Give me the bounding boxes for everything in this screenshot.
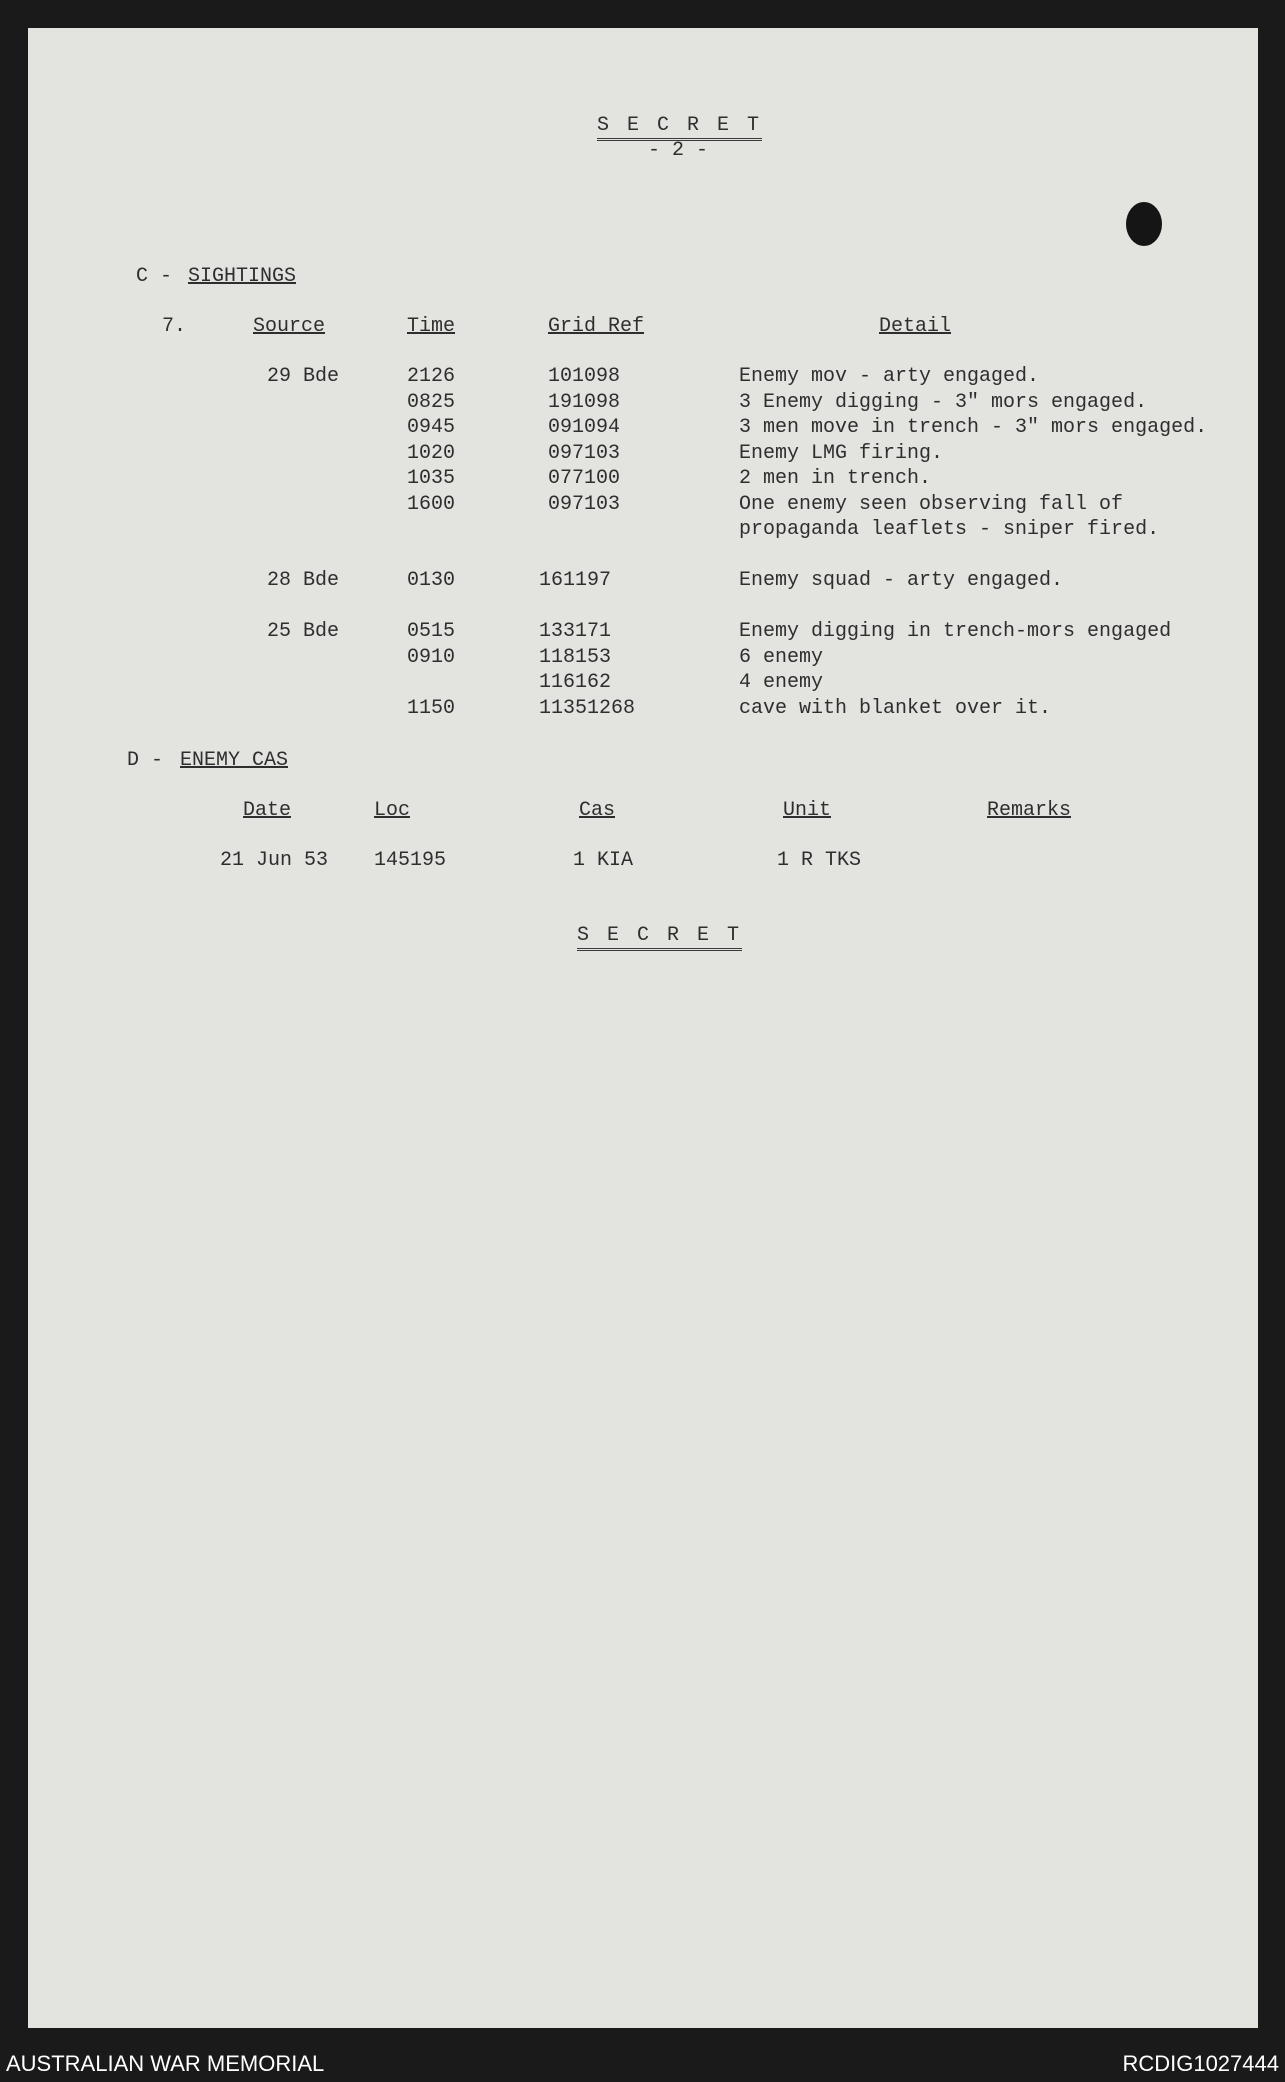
grid-ref-cell: 077100 — [548, 467, 621, 490]
archive-footer — [0, 2040, 1285, 2082]
source-25-bde: 25 Bde — [267, 620, 340, 643]
grid-ref-cell: 097103 — [548, 441, 621, 465]
col-source-header: Source — [253, 315, 326, 338]
time-cell: 1020 — [407, 441, 456, 465]
time-cell: 1035 — [407, 467, 456, 490]
cas-loc-cell: 145195 — [374, 849, 447, 872]
col-cas-header: Cas — [579, 799, 616, 822]
page-number: - 2 - — [648, 139, 709, 162]
col-unit-header: Unit — [783, 799, 832, 822]
details-29-bde — [739, 364, 1207, 543]
grid-ref-cell: 11351268 — [539, 696, 636, 720]
detail-cell: One enemy seen observing fall of — [739, 492, 1124, 516]
detail-cell: Enemy digging in trench-mors engaged — [739, 620, 1172, 643]
item-number: 7. — [162, 315, 187, 338]
detail-cell: cave with blanket over it. — [739, 696, 1052, 720]
detail-cell: 3 men move in trench - 3" mors engaged. — [739, 416, 1208, 439]
cas-unit-cell: 1 R TKS — [777, 849, 862, 872]
detail-cell: 3 Enemy digging - 3" mors engaged. — [739, 390, 1148, 414]
archive-id: RCDIG1027444 — [1122, 2051, 1279, 2076]
grid-ref-cell: 101098 — [548, 365, 621, 388]
times-25-bde — [407, 619, 455, 721]
time-cell: 0910 — [407, 645, 456, 669]
detail-cell: 2 men in trench. — [739, 467, 932, 490]
cas-date-cell: 21 Jun 53 — [220, 849, 329, 872]
grid-refs-29-bde — [548, 364, 620, 517]
detail-cell: Enemy squad - arty engaged. — [739, 569, 1064, 592]
detail-cell: Enemy mov - arty engaged. — [739, 365, 1040, 388]
time-cell: 0130 — [407, 569, 456, 592]
detail-cell: Enemy LMG firing. — [739, 441, 944, 465]
time-cell: 0515 — [407, 620, 456, 643]
grid-ref-cell: 133171 — [539, 620, 612, 643]
time-cell: 1600 — [407, 492, 456, 516]
col-time-header: Time — [407, 315, 456, 338]
time-cell: 0825 — [407, 390, 456, 414]
col-detail-header: Detail — [879, 315, 952, 338]
footer-classification: S E C R E T — [577, 924, 742, 951]
grid-ref-cell: 091094 — [548, 416, 621, 439]
grid-ref-cell: 118153 — [539, 645, 612, 669]
time-cell: 1150 — [407, 696, 456, 720]
section-d-letter: D - — [127, 749, 164, 772]
archive-name: AUSTRALIAN WAR MEMORIAL — [6, 2051, 325, 2076]
times-29-bde — [407, 364, 455, 517]
col-date-header: Date — [243, 799, 292, 822]
punch-hole — [1126, 202, 1162, 246]
detail-cell-continued: propaganda leaflets - sniper fired. — [739, 518, 1160, 541]
header-classification: S E C R E T — [597, 114, 762, 141]
col-grid-ref-header: Grid Ref — [548, 315, 645, 338]
col-loc-header: Loc — [374, 799, 411, 822]
grid-refs-25-bde — [539, 619, 635, 721]
grid-ref-cell: 116162 — [539, 671, 612, 694]
grid-ref-cell: 191098 — [548, 390, 621, 414]
time-cell — [407, 670, 455, 696]
section-c-letter: C - — [136, 265, 173, 288]
grid-ref-cell: 097103 — [548, 492, 621, 516]
source-28-bde: 28 Bde — [267, 569, 340, 592]
grid-ref-cell: 161197 — [539, 569, 612, 592]
details-25-bde — [739, 619, 1171, 721]
source-29-bde: 29 Bde — [267, 365, 340, 388]
section-d-title: ENEMY CAS — [180, 749, 289, 772]
section-c-title: SIGHTINGS — [188, 265, 297, 288]
cas-cas-cell: 1 KIA — [573, 849, 634, 872]
time-cell: 2126 — [407, 365, 456, 388]
detail-cell: 4 enemy — [739, 671, 824, 694]
time-cell: 0945 — [407, 416, 456, 439]
document-page — [28, 28, 1258, 2028]
detail-cell: 6 enemy — [739, 645, 824, 669]
col-remarks-header: Remarks — [987, 799, 1072, 822]
